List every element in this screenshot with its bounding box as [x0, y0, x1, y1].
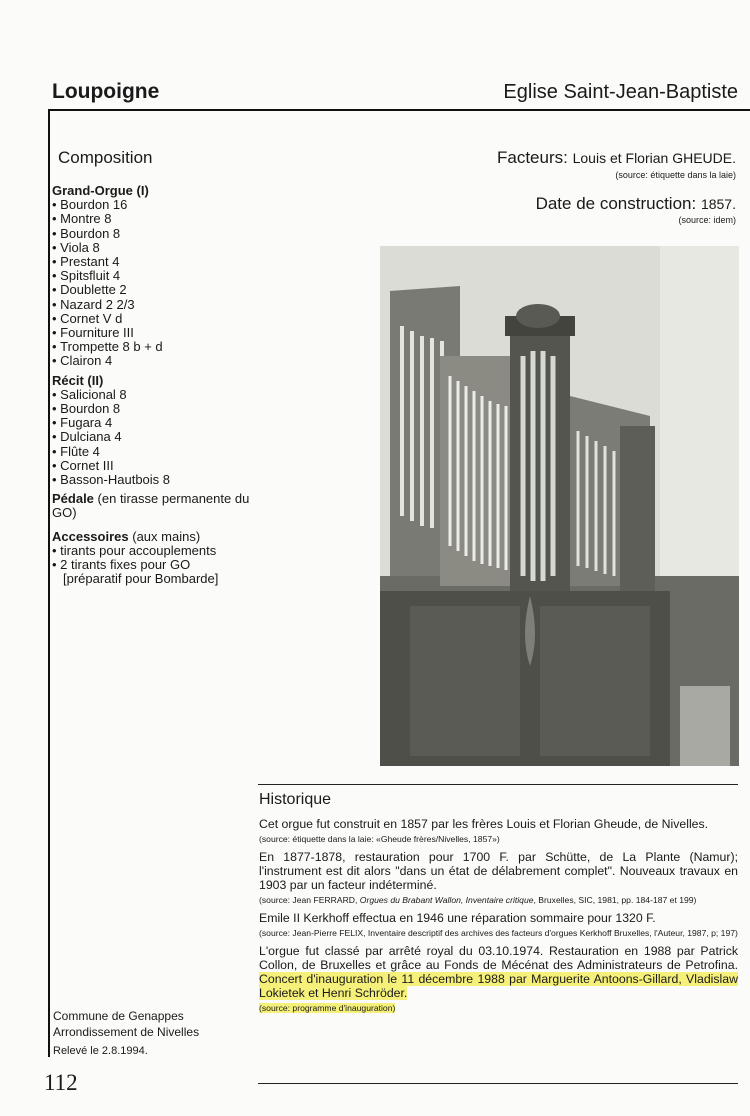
pedale-title: Pédale [52, 491, 94, 507]
historique-source: (source: étiquette dans la laie: «Gheude frères/Nivelles, 1857») [259, 834, 500, 844]
stop-item: • Cornet V d [52, 312, 252, 326]
stop-item: • Viola 8 [52, 241, 252, 255]
highlighted-source: (source: programme d'inauguration) [259, 1003, 396, 1013]
historique-title: Historique [259, 791, 332, 808]
historique-source [259, 895, 738, 906]
historique-source: (source: Jean-Pierre FELIX, Inventaire descriptif des archives des facteurs d'orgues Kerkhoff Bruxelles, l'Auteur, 1987, p; 197) [259, 928, 738, 938]
releve-date: Relevé le 2.8.1994. [53, 1045, 148, 1057]
pedale-line [52, 492, 252, 520]
historique-paragraph: En 1877-1878, restauration pour 1700 F. par Schütte, de La Plante (Namur); l'instrument est dit alors "dans un état de délabrement complet". Nouveaux travaux en 1903 par un facteur indéterminé. [259, 850, 738, 892]
stop-item: • Salicional 8 [52, 388, 252, 402]
arrondissement: Arrondissement de Nivelles [53, 1024, 200, 1039]
date-value: 1857. [700, 196, 736, 212]
stop-item: • Clairon 4 [52, 354, 252, 368]
header-rule [48, 109, 750, 111]
date-label: Date de construction: [535, 194, 697, 213]
stop-item: • Bourdon 16 [52, 198, 252, 212]
source-prefix: (source: Jean FERRARD, [259, 895, 360, 905]
historique-paragraph: Cet orgue fut construit en 1857 par les frères Louis et Florian Gheude, de Nivelles. [259, 817, 709, 831]
grand-orgue-title: Grand-Orgue (I) [52, 183, 149, 198]
recit-title: Récit (II) [52, 372, 104, 388]
stop-item: • Cornet III [52, 459, 252, 473]
facteurs-source: (source: étiquette dans la laie) [615, 170, 736, 180]
commune: Commune de Genappes [53, 1009, 184, 1023]
facteurs-label: Facteurs: [497, 148, 568, 167]
accessoires-note: (aux mains) [132, 528, 201, 544]
stop-item: • Montre 8 [52, 212, 252, 226]
recit-stops [52, 388, 252, 487]
stop-item: • Doublette 2 [52, 283, 252, 297]
paragraph-plain: L'orgue fut classé par arrêté royal du 03.10.1974. Restauration en 1988 par Patrick Collon, de Bruxelles et grâce au Fonds de Mécénat des Administrateurs de Petrofina. [259, 944, 738, 972]
stop-item: • Bourdon 8 [52, 227, 252, 241]
village-title: Loupoigne [52, 80, 160, 103]
commune-block [53, 1009, 199, 1040]
date-source: (source: idem) [678, 215, 736, 225]
stop-item: • Bourdon 8 [52, 402, 252, 416]
left-rule [48, 109, 50, 1057]
historique-paragraph: Emile II Kerkhoff effectua en 1946 une réparation sommaire pour 1320 F. [259, 911, 656, 925]
stop-item: • Basson-Hautbois 8 [52, 473, 252, 487]
stop-item: • Nazard 2 2/3 [52, 298, 252, 312]
source-suffix: , Bruxelles, SIC, 1981, pp. 184-187 et 199) [533, 895, 697, 905]
accessoires-title: Accessoires [52, 528, 129, 544]
facteurs-value: Louis et Florian GHEUDE. [572, 150, 736, 166]
accessory-item: • 2 tirants fixes pour GO [52, 558, 252, 572]
bottom-rule [258, 1083, 738, 1084]
composition-title: Composition [58, 148, 153, 167]
highlighted-text: Concert d'inauguration le 11 décembre 1988 par Marguerite Antoons-Gillard, Vladislaw Lokietek et Henri Schröder. [259, 972, 738, 1000]
accessory-item: • tirants pour accouplements [52, 544, 252, 558]
stop-item: • Prestant 4 [52, 255, 252, 269]
grand-orgue-stops [52, 198, 252, 368]
facteurs [497, 148, 736, 168]
historique-paragraph [259, 944, 738, 1000]
organ-photo [380, 246, 739, 766]
page-number: 112 [44, 1070, 78, 1095]
stop-item: • Fourniture III [52, 326, 252, 340]
date-construction [536, 194, 736, 214]
historique-source [259, 1003, 738, 1014]
accessoires-line [52, 530, 252, 544]
stop-item: • Spitsfluit 4 [52, 269, 252, 283]
stop-item: • Trompette 8 b + d [52, 340, 252, 354]
historique-rule [258, 784, 738, 785]
stop-item: • Fugara 4 [52, 416, 252, 430]
pedale-note: (en tirasse permanente du GO) [52, 491, 250, 521]
source-book-title: Orgues du Brabant Wallon, Inventaire critique [359, 895, 534, 905]
accessory-extra: [préparatif pour Bombarde] [63, 571, 219, 587]
church-title: Eglise Saint-Jean-Baptiste [503, 81, 738, 103]
composition-list [52, 182, 252, 586]
historique-text [259, 817, 738, 1019]
stop-item: • Flûte 4 [52, 445, 252, 459]
stop-item: • Dulciana 4 [52, 430, 252, 444]
